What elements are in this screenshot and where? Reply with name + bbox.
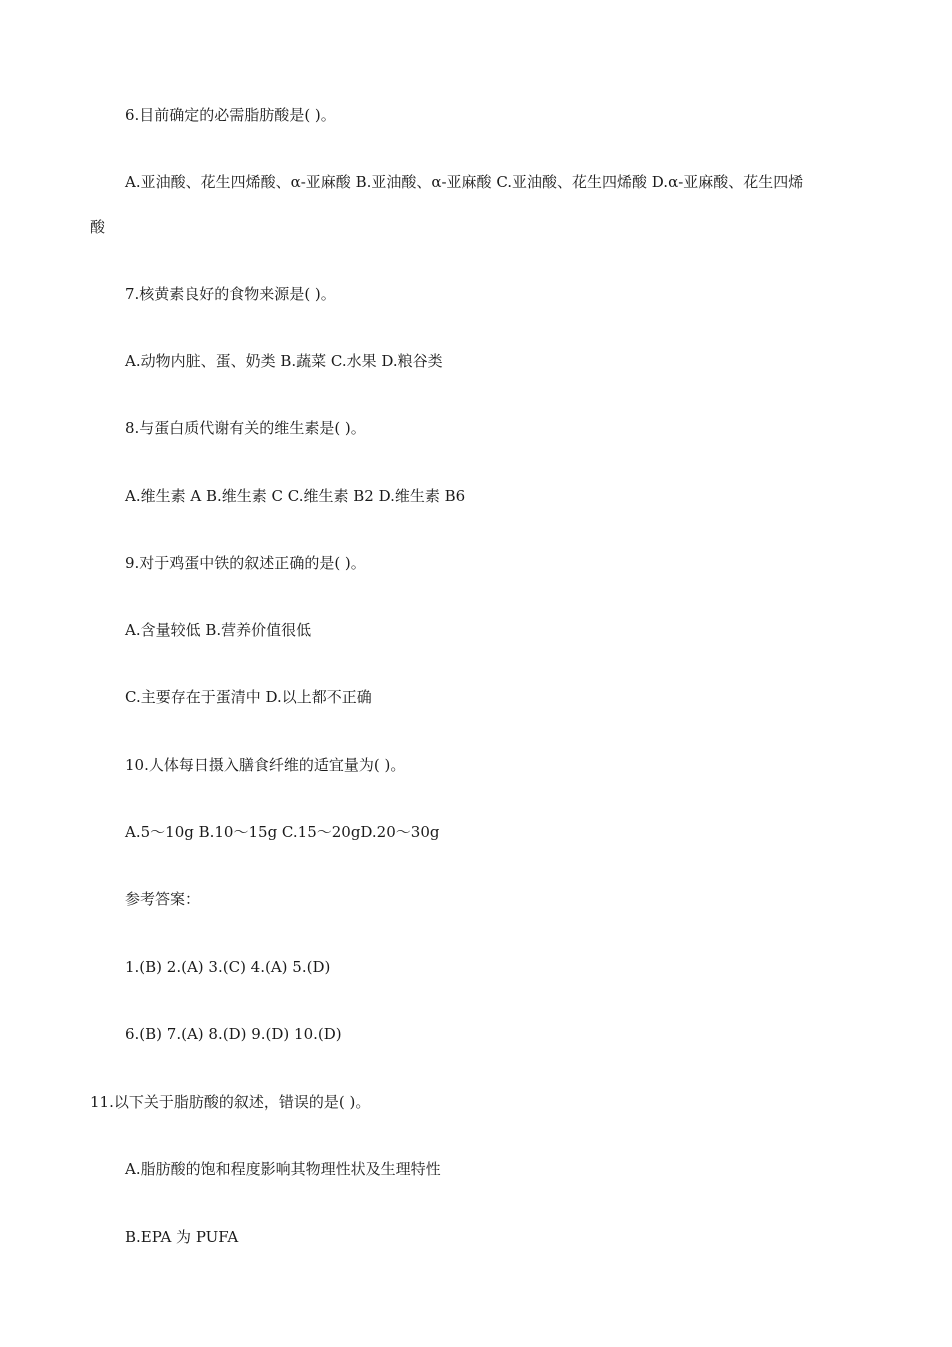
question-7-options: A.动物内脏、蛋、奶类 B.蔬菜 C.水果 D.粮谷类 — [125, 352, 443, 370]
answer-key-6-10: 6.(B) 7.(A) 8.(D) 9.(D) 10.(D) — [125, 1025, 342, 1043]
answer-key-heading: 参考答案： — [125, 890, 201, 908]
question-9-options-cd: C.主要存在于蛋清中 D.以上都不正确 — [125, 688, 372, 706]
question-10-stem: 10.人体每日摄入膳食纤维的适宜量为( )。 — [125, 756, 406, 774]
question-6-options-continued: 酸 — [90, 218, 106, 236]
question-6-options: A.亚油酸、花生四烯酸、α-亚麻酸 B.亚油酸、α-亚麻酸 C.亚油酸、花生四烯酸 D.α-亚麻酸、花生四烯 — [125, 173, 804, 191]
question-10-options: A.5～10g B.10～15g C.15～20gD.20～30g — [125, 823, 440, 841]
question-11-stem: 11.以下关于脂肪酸的叙述，错误的是( )。 — [90, 1093, 371, 1111]
question-7-stem: 7.核黄素良好的食物来源是( )。 — [125, 285, 336, 303]
question-11-option-b: B.EPA 为 PUFA — [125, 1228, 239, 1246]
question-8-options: A.维生素 A B.维生素 C C.维生素 B2 D.维生素 B6 — [125, 487, 466, 505]
question-8-stem: 8.与蛋白质代谢有关的维生素是( )。 — [125, 419, 366, 437]
question-9-stem: 9.对于鸡蛋中铁的叙述正确的是( )。 — [125, 554, 366, 572]
answer-key-1-5: 1.(B) 2.(A) 3.(C) 4.(A) 5.(D) — [125, 958, 331, 976]
question-11-option-a: A.脂肪酸的饱和程度影响其物理性状及生理特性 — [125, 1160, 441, 1178]
question-9-options-ab: A.含量较低 B.营养价值很低 — [125, 621, 312, 639]
question-6-stem: 6.目前确定的必需脂肪酸是( )。 — [125, 106, 336, 124]
